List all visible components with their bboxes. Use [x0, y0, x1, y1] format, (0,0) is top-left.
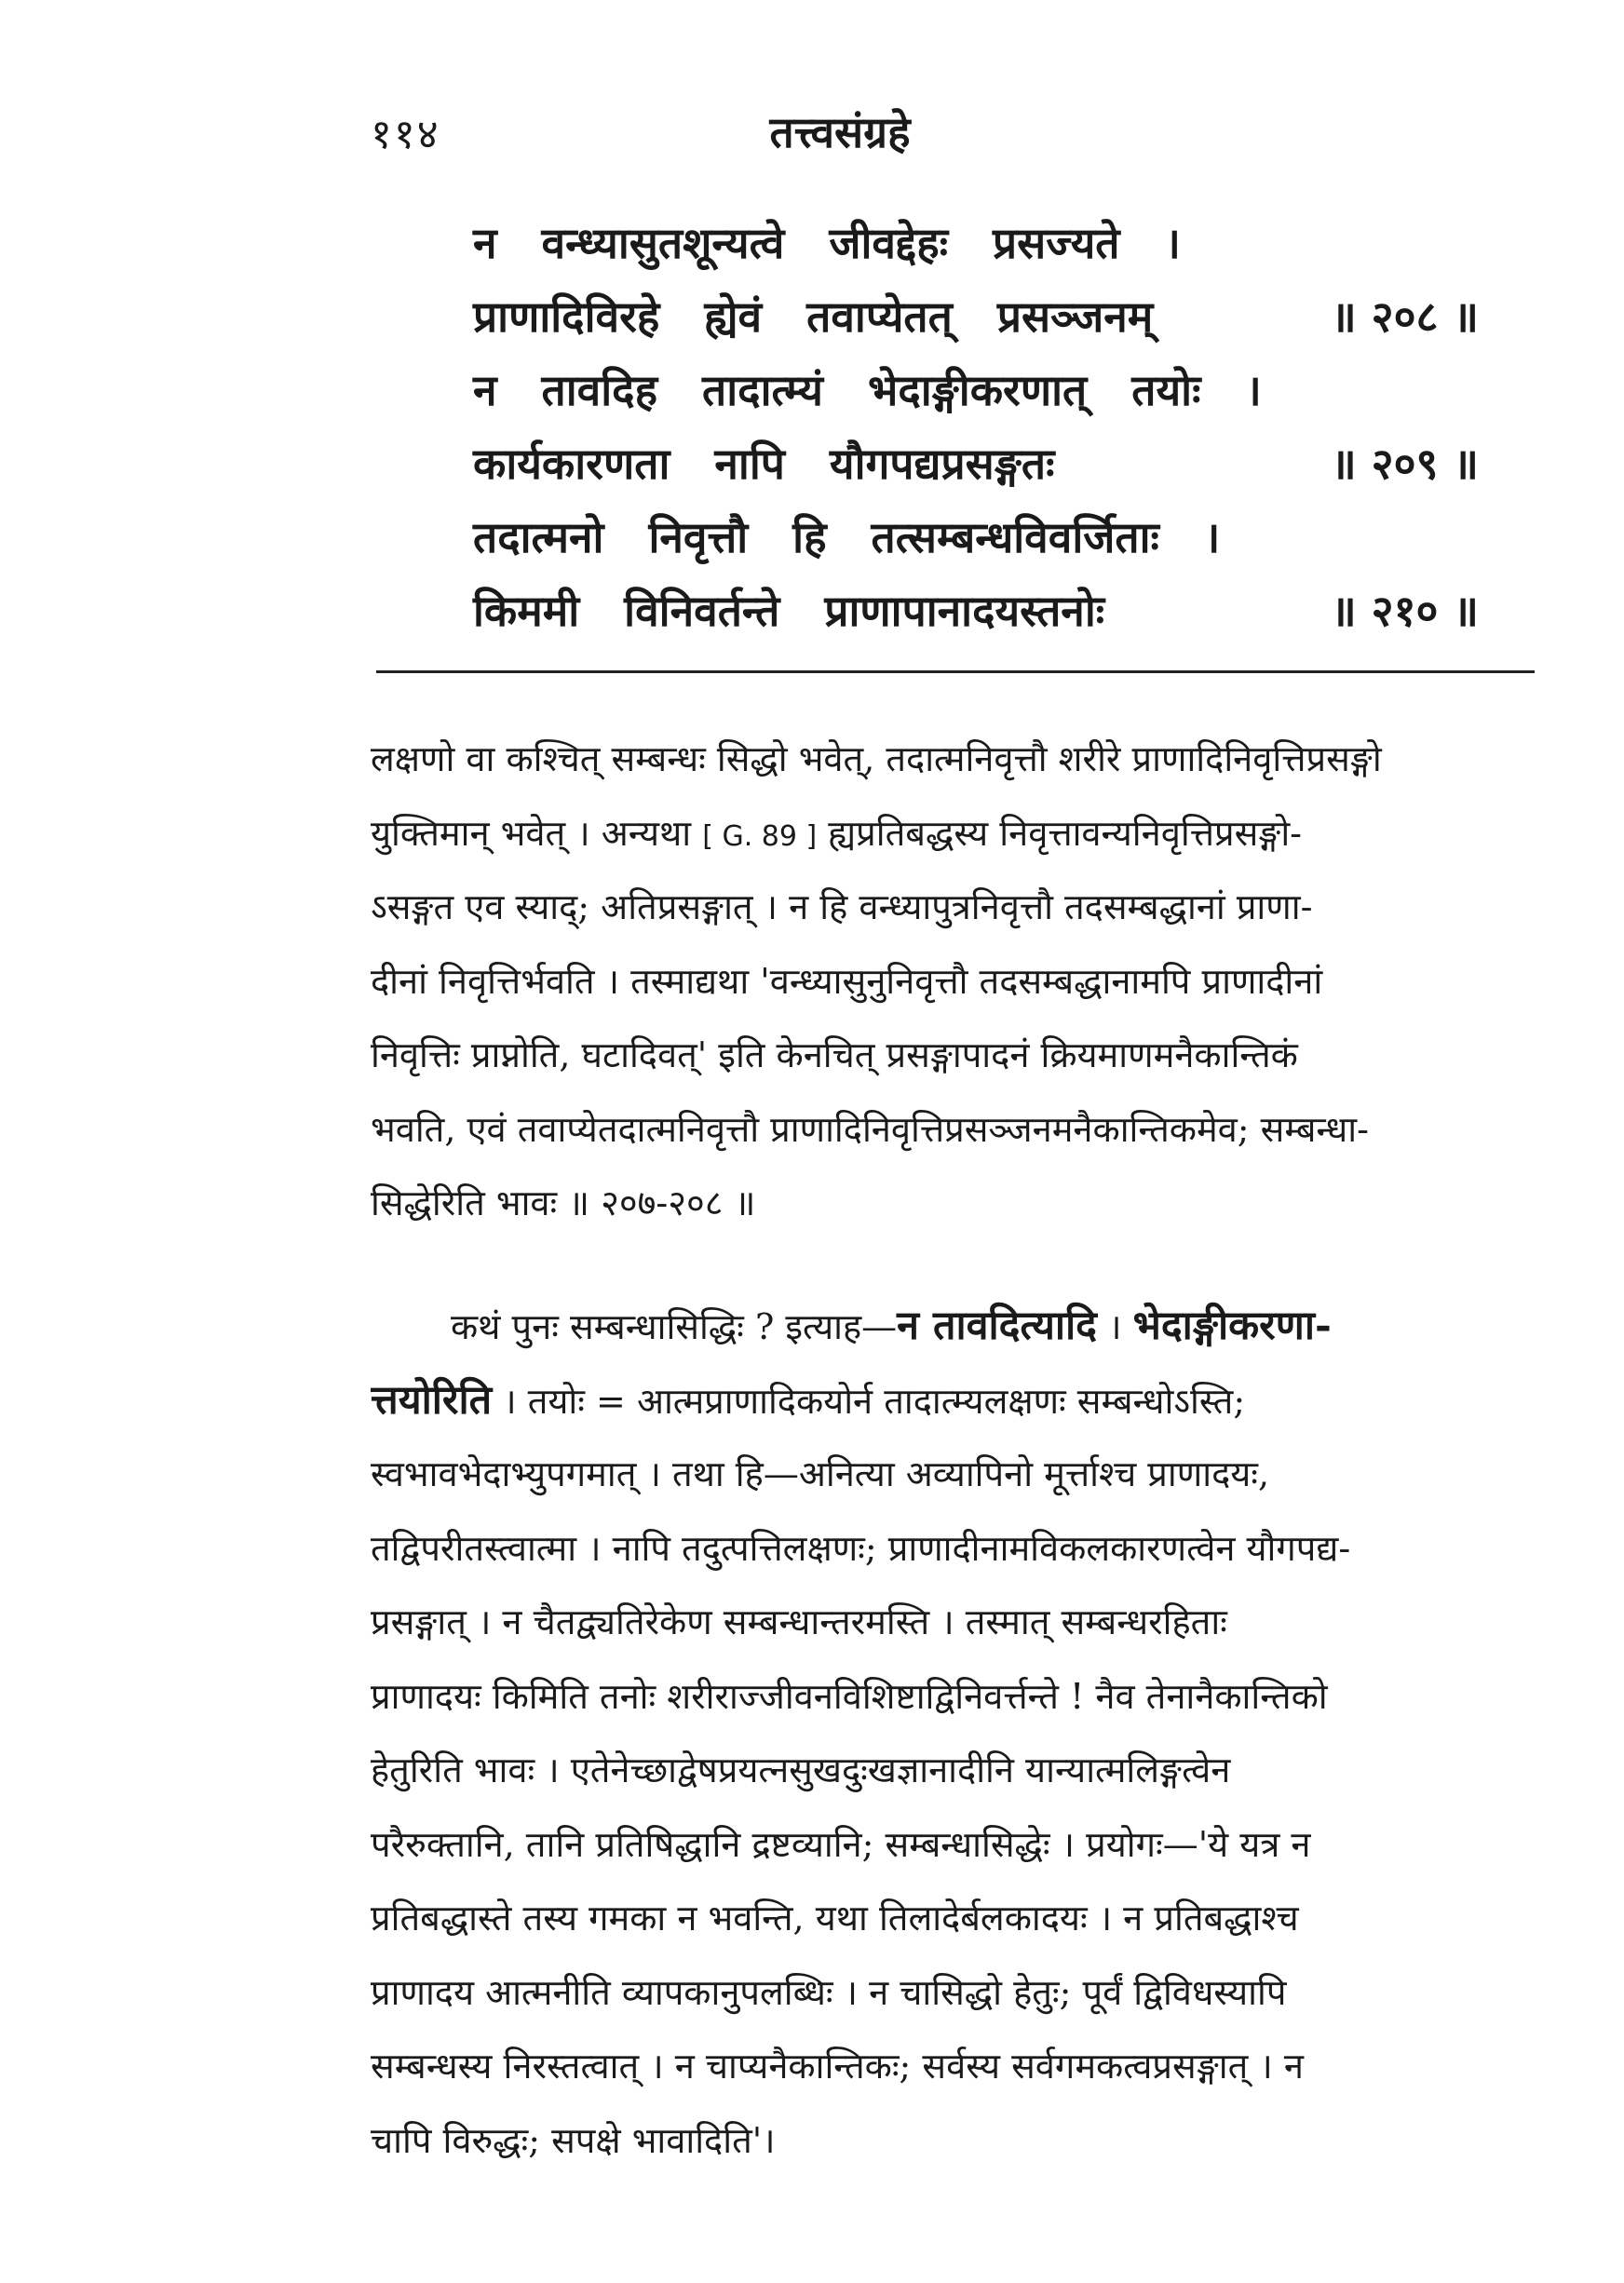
commentary-line: स्वभावभेदाभ्युपगमात् । तथा हि—अनित्या अव्यापिनो मूर्त्ताश्च प्राणादयः,	[371, 1453, 1270, 1494]
verse-text: किममी विनिवर्तन्ते प्राणापानादयस्तनोः	[473, 586, 1105, 636]
commentary-paragraph	[371, 1290, 1535, 2178]
lemma-text: भेदाङ्गीकरणा-	[1132, 1303, 1332, 1349]
commentary-line: सिद्धेरिति भावः ॥ २०७-२०८ ॥	[371, 1182, 756, 1223]
lemma-text: त्तयोरिति	[371, 1376, 493, 1424]
verse-text: तदात्मनो निवृत्तौ हि तत्सम्बन्धविवर्जिताः ।	[473, 512, 1221, 562]
verse-text: प्राणादिविरहे ह्येवं तवाप्येतत् प्रसञ्जनम्	[473, 291, 1154, 342]
verse-number: ॥ २०८ ॥	[1331, 291, 1479, 342]
verse-line	[473, 207, 1479, 280]
commentary-line: ऽसङ्गत एव स्याद्; अतिप्रसङ्गात् । न हि वन्ध्यापुत्रनिवृत्तौ तदसम्बद्धानां प्राणा-	[371, 886, 1313, 927]
verse-line	[473, 354, 1479, 427]
verse-number: ॥ २१० ॥	[1331, 586, 1479, 636]
commentary-line: परैरुक्तानि, तानि प्रतिषिद्धानि द्रष्टव्यानि; सम्बन्धासिद्धेः । प्रयोगः—'ये यत्र न	[371, 1823, 1311, 1865]
verse-line	[473, 501, 1479, 574]
commentary-line: हेतुरिति भावः । एतेनेच्छाद्वेषप्रयत्नसुखदुःखज्ञानादीनि यान्यात्मलिङ्गत्वेन	[371, 1749, 1231, 1790]
commentary-paragraph	[371, 723, 1535, 1241]
commentary-line: प्राणादय आत्मनीति व्यापकानुपलब्धिः । न चासिद्धो हेतुः; पूर्वं द्विविधस्यापि	[371, 1971, 1287, 2013]
commentary-text: ।	[1097, 1306, 1133, 1347]
commentary-line	[371, 797, 1535, 871]
commentary-line: प्रतिबद्धास्ते तस्य गमका न भवन्ति, यथा तिलादेर्बलकादयः । न प्रतिबद्धाश्च	[371, 1898, 1299, 1939]
page-number: ११४	[371, 111, 440, 158]
verse-line	[473, 280, 1479, 354]
commentary-text: । तयोः = आत्मप्राणादिकयोर्न तादात्म्यलक्षणः सम्बन्धोऽस्ति;	[492, 1380, 1246, 1422]
verse-block	[473, 207, 1479, 648]
edition-reference: [ G. 89 ]	[702, 819, 818, 853]
lemma-text: न तावदित्यादि	[897, 1303, 1098, 1349]
section-divider	[376, 670, 1535, 673]
verse-text: न तावदिह तादात्म्यं भेदाङ्गीकरणात् तयोः ।	[473, 365, 1262, 415]
commentary-line	[371, 1290, 1535, 1364]
commentary-line: भवति, एवं तवाप्येतदात्मनिवृत्तौ प्राणादिनिवृत्तिप्रसञ्जनमनैकान्तिकमेव; सम्बन्धा-	[371, 1108, 1369, 1150]
commentary-line: चापि विरुद्धः; सपक्षे भावादिति'।	[371, 2119, 776, 2161]
commentary-line: प्रसङ्गात् । न चैतद्व्यतिरेकेण सम्बन्धान्तरमस्ति । तस्मात् सम्बन्धरहिताः	[371, 1601, 1227, 1642]
commentary-line: प्राणादयः किमिति तनोः शरीराज्जीवनविशिष्टाद्विनिवर्त्तन्ते ! नैव तेनानैकान्तिको	[371, 1675, 1328, 1717]
commentary-line: दीनां निवृत्तिर्भवति । तस्माद्यथा 'वन्ध्यासुनुनिवृत्तौ तदसम्बद्धानामपि प्राणादीनां	[371, 960, 1323, 1002]
commentary-text: कथं पुनः सम्बन्धासिद्धिः ? इत्याह—	[451, 1306, 898, 1347]
verse-text: न वन्ध्यासुतशून्यत्वे जीवद्देहः प्रसज्यते ।	[473, 218, 1181, 268]
commentary-line: निवृत्तिः प्राप्नोति, घटादिवत्' इति केनचित् प्रसङ्गापादनं क्रियमाणमनैकान्तिकं	[371, 1034, 1298, 1075]
verse-number: ॥ २०९ ॥	[1331, 439, 1479, 489]
commentary-text: ह्यप्रतिबद्धस्य निवृत्तावन्यनिवृत्तिप्रसङ्गो-	[828, 812, 1303, 854]
commentary-line: लक्षणो वा कश्चित् सम्बन्धः सिद्धो भवेत्, तदात्मनिवृत्तौ शरीरे प्राणादिनिवृत्तिप्रसङ्गो	[371, 738, 1382, 779]
running-title: तत्त्वसंग्रहे	[769, 107, 911, 157]
commentary-line	[371, 1364, 1535, 1439]
commentary-text: युक्तिमान् भवेत् । अन्यथा	[371, 812, 703, 854]
verse-line	[473, 427, 1479, 501]
verse-text: कार्यकारणता नापि यौगपद्यप्रसङ्गतः	[473, 439, 1055, 489]
commentary-line: तद्विपरीतस्त्वात्मा । नापि तदुत्पत्तिलक्षणः; प्राणादीनामविकलकारणत्वेन यौगपद्य-	[371, 1527, 1351, 1569]
commentary-line: सम्बन्धस्य निरस्तत्वात् । न चाप्यनैकान्तिकः; सर्वस्य सर्वगमकत्वप्रसङ्गात् । न	[371, 2046, 1304, 2087]
verse-line	[473, 574, 1479, 648]
